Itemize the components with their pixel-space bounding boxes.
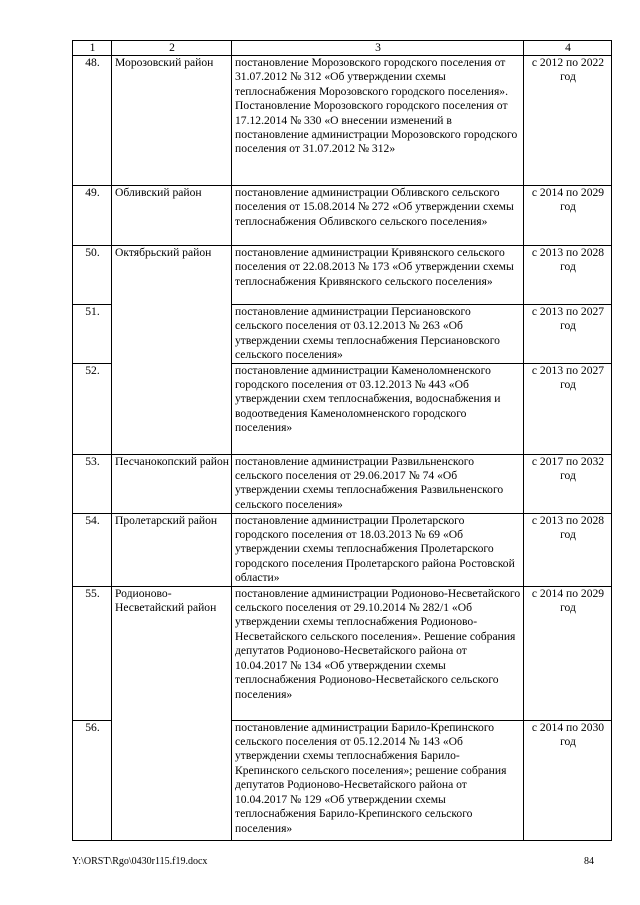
document-cell: постановление Морозовского городского поселения от 31.07.2012 № 312 «Об утверждении схемы теплоснабжения Морозовского городского поселения». Постановление Морозовского городского поселения от 17.12.2014 № 330 «О внесении изменений в постановление администрации Морозовского городского поселения от 31.07.2012 № 312» <box>232 56 524 186</box>
row-number: 52. <box>73 363 112 454</box>
table-row <box>73 305 612 364</box>
district-cell <box>112 363 232 454</box>
document-cell: постановление администрации Барило-Крепинского сельского поселения от 05.12.2014 № 143 «Об утверждении схемы теплоснабжения Барило-Крепинского сельского поселения»; решение собрания депутатов Родионово-Несветайского района от 10.04.2017 № 129 «Об утверждении схемы теплоснабжения Барило-Крепинского сельского поселения» <box>232 720 524 840</box>
period-cell: с 2014 по 2029 год <box>524 586 612 720</box>
table-row <box>73 454 612 513</box>
document-cell: постановление администрации Каменоломненского городского поселения от 03.12.2013 № 443 «Об утверждении схем теплоснабжения, водоснабжения и водоотведения Каменоломненского городского поселения» <box>232 363 524 454</box>
column-header-document: 3 <box>232 41 524 56</box>
settlements-heat-supply-table <box>72 40 612 841</box>
column-header-period: 4 <box>524 41 612 56</box>
period-cell: с 2013 по 2027 год <box>524 305 612 364</box>
period-cell: с 2014 по 2030 год <box>524 720 612 840</box>
footer-file-path: Y:\ORST\Rgo\0430r115.f19.docx <box>72 856 208 867</box>
row-number: 55. <box>73 586 112 720</box>
district-cell: Октябрьский район <box>112 246 232 305</box>
period-cell: с 2012 по 2022 год <box>524 56 612 186</box>
district-cell: Родионово-Несветайский район <box>112 586 232 720</box>
row-number: 48. <box>73 56 112 186</box>
row-number: 54. <box>73 513 112 586</box>
period-cell: с 2013 по 2027 год <box>524 363 612 454</box>
period-cell: с 2013 по 2028 год <box>524 246 612 305</box>
table-row <box>73 720 612 840</box>
footer-page-number: 84 <box>584 856 594 867</box>
document-cell: постановление администрации Персиановского сельского поселения от 03.12.2013 № 263 «Об утверждении схемы теплоснабжения Персиановского сельского поселения» <box>232 305 524 364</box>
row-number: 50. <box>73 246 112 305</box>
table-row <box>73 186 612 246</box>
row-number: 53. <box>73 454 112 513</box>
table-row <box>73 56 612 186</box>
row-number: 49. <box>73 186 112 246</box>
document-cell: постановление администрации Родионово-Несветайского сельского поселения от 29.10.2014 № 282/1 «Об утверждении схемы теплоснабжения Родионово-Несветайского сельского поселения». Решение собрания депутатов Родионово-Несветайского района от 10.04.2017 № 134 «Об утверждении схемы теплоснабжения Родионово-Несветайского сельского поселения» <box>232 586 524 720</box>
row-number: 51. <box>73 305 112 364</box>
column-header-number: 1 <box>73 41 112 56</box>
document-cell: постановление администрации Обливского сельского поселения от 15.08.2014 № 272 «Об утверждении схемы теплоснабжения Обливского сельского поселения» <box>232 186 524 246</box>
district-cell: Морозовский район <box>112 56 232 186</box>
table-header-row <box>73 41 612 56</box>
row-number: 56. <box>73 720 112 840</box>
document-cell: постановление администрации Развильненского сельского поселения от 29.06.2017 № 74 «Об утверждении схемы теплоснабжения Развильненского сельского поселения» <box>232 454 524 513</box>
table-row <box>73 246 612 305</box>
district-cell: Обливский район <box>112 186 232 246</box>
column-header-district: 2 <box>112 41 232 56</box>
district-cell <box>112 720 232 840</box>
district-cell: Песчанокопский район <box>112 454 232 513</box>
table-row <box>73 513 612 586</box>
district-cell: Пролетарский район <box>112 513 232 586</box>
table-row <box>73 586 612 720</box>
district-cell <box>112 305 232 364</box>
period-cell: с 2013 по 2028 год <box>524 513 612 586</box>
period-cell: с 2017 по 2032 год <box>524 454 612 513</box>
document-cell: постановление администрации Пролетарского городского поселения от 18.03.2013 № 69 «Об утверждении схемы теплоснабжения Пролетарского городского поселения Пролетарского района Ростовской области» <box>232 513 524 586</box>
document-cell: постановление администрации Кривянского сельского поселения от 22.08.2013 № 173 «Об утверждении схемы теплоснабжения Кривянского сельского поселения» <box>232 246 524 305</box>
period-cell: с 2014 по 2029 год <box>524 186 612 246</box>
table-row <box>73 363 612 454</box>
